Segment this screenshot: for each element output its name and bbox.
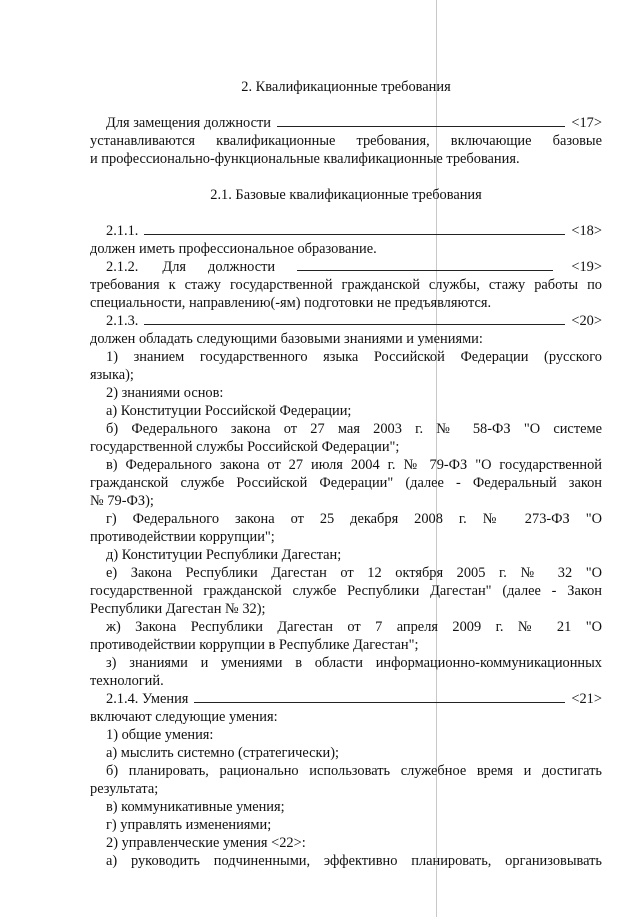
intro-line-3: и профессионально-функциональные квалификационные требования. (90, 151, 520, 167)
p213-line: 2.1.3. <20> (106, 313, 602, 329)
list-item: а) мыслить системно (стратегически); (106, 745, 340, 761)
p212-line-3: специальности, направлению(-ям) подготовки не предъявляются. (90, 295, 492, 311)
list-item: результата; (90, 781, 159, 797)
list-item: государственной гражданской службе Республики Дагестан" (далее - Закон (90, 583, 602, 599)
list-item: е) Закона Республики Дагестан от 12 октября 2005 г. № 32 "О (106, 565, 602, 581)
p214-blank (194, 690, 565, 703)
p211-cont: должен иметь профессиональное образование. (90, 241, 377, 257)
p211-line: 2.1.1. <18> (106, 223, 602, 239)
p213-cont: должен обладать следующими базовыми знаниями и умениями: (90, 331, 483, 347)
list-item: а) Конституции Российской Федерации; (106, 403, 352, 419)
p214-line: 2.1.4. Умения <21> (106, 691, 602, 707)
list-item: противодействии коррупции в Республике Дагестан"; (90, 637, 419, 653)
list-item: а) руководить подчиненными, эффективно планировать, организовывать (106, 853, 602, 869)
list-item: 2) знаниями основ: (106, 385, 224, 401)
list-item: противодействии коррупции"; (90, 529, 275, 545)
list-item: гражданской службе Российской Федерации" (далее - Федеральный закон (90, 475, 602, 491)
section-heading-2-1: 2.1. Базовые квалификационные требования (210, 187, 482, 203)
p212-blank (297, 258, 553, 271)
list-item: з) знаниями и умениями в области информационно-коммуникационных (106, 655, 602, 671)
list-item: 1) общие умения: (106, 727, 214, 743)
list-item: г) Федерального закона от 25 декабря 2008 г. № 273-ФЗ "О (106, 511, 602, 527)
list-item: б) Федерального закона от 27 мая 2003 г. № 58-ФЗ "О системе (106, 421, 602, 437)
section-heading-2: 2. Квалификационные требования (241, 79, 451, 95)
list-item: в) коммуникативные умения; (106, 799, 285, 815)
list-item: д) Конституции Республики Дагестан; (106, 547, 342, 563)
list-item: Республики Дагестан № 32); (90, 601, 266, 617)
p213-blank (144, 312, 565, 325)
list-item: 2) управленческие умения <22>: (106, 835, 306, 851)
list-item: № 79-ФЗ); (90, 493, 154, 509)
p212-line: 2.1.2. Для должности <19> (106, 259, 602, 275)
list-item: б) планировать, рационально использовать служебное время и достигать (106, 763, 602, 779)
position-blank (277, 114, 565, 127)
p211-blank (144, 222, 565, 235)
list-item: г) управлять изменениями; (106, 817, 272, 833)
p212-line-2: требования к стажу государственной гражданской службы, стажу работы по (90, 277, 602, 293)
list-item: в) Федерального закона от 27 июля 2004 г. № 79-ФЗ "О государственной (106, 457, 602, 473)
list-item: технологий. (90, 673, 164, 689)
p214-cont: включают следующие умения: (90, 709, 278, 725)
list-item: 1) знанием государственного языка Российской Федерации (русского (106, 349, 602, 365)
list-item: ж) Закона Республики Дагестан от 7 апреля 2009 г. № 21 "О (106, 619, 602, 635)
list-item: государственной службы Российской Федерации"; (90, 439, 400, 455)
intro-line-1: Для замещения должности <17> (106, 115, 602, 131)
intro-line-2: устанавливаются квалификационные требования, включающие базовые (90, 133, 602, 149)
list-item: языка); (90, 367, 134, 383)
